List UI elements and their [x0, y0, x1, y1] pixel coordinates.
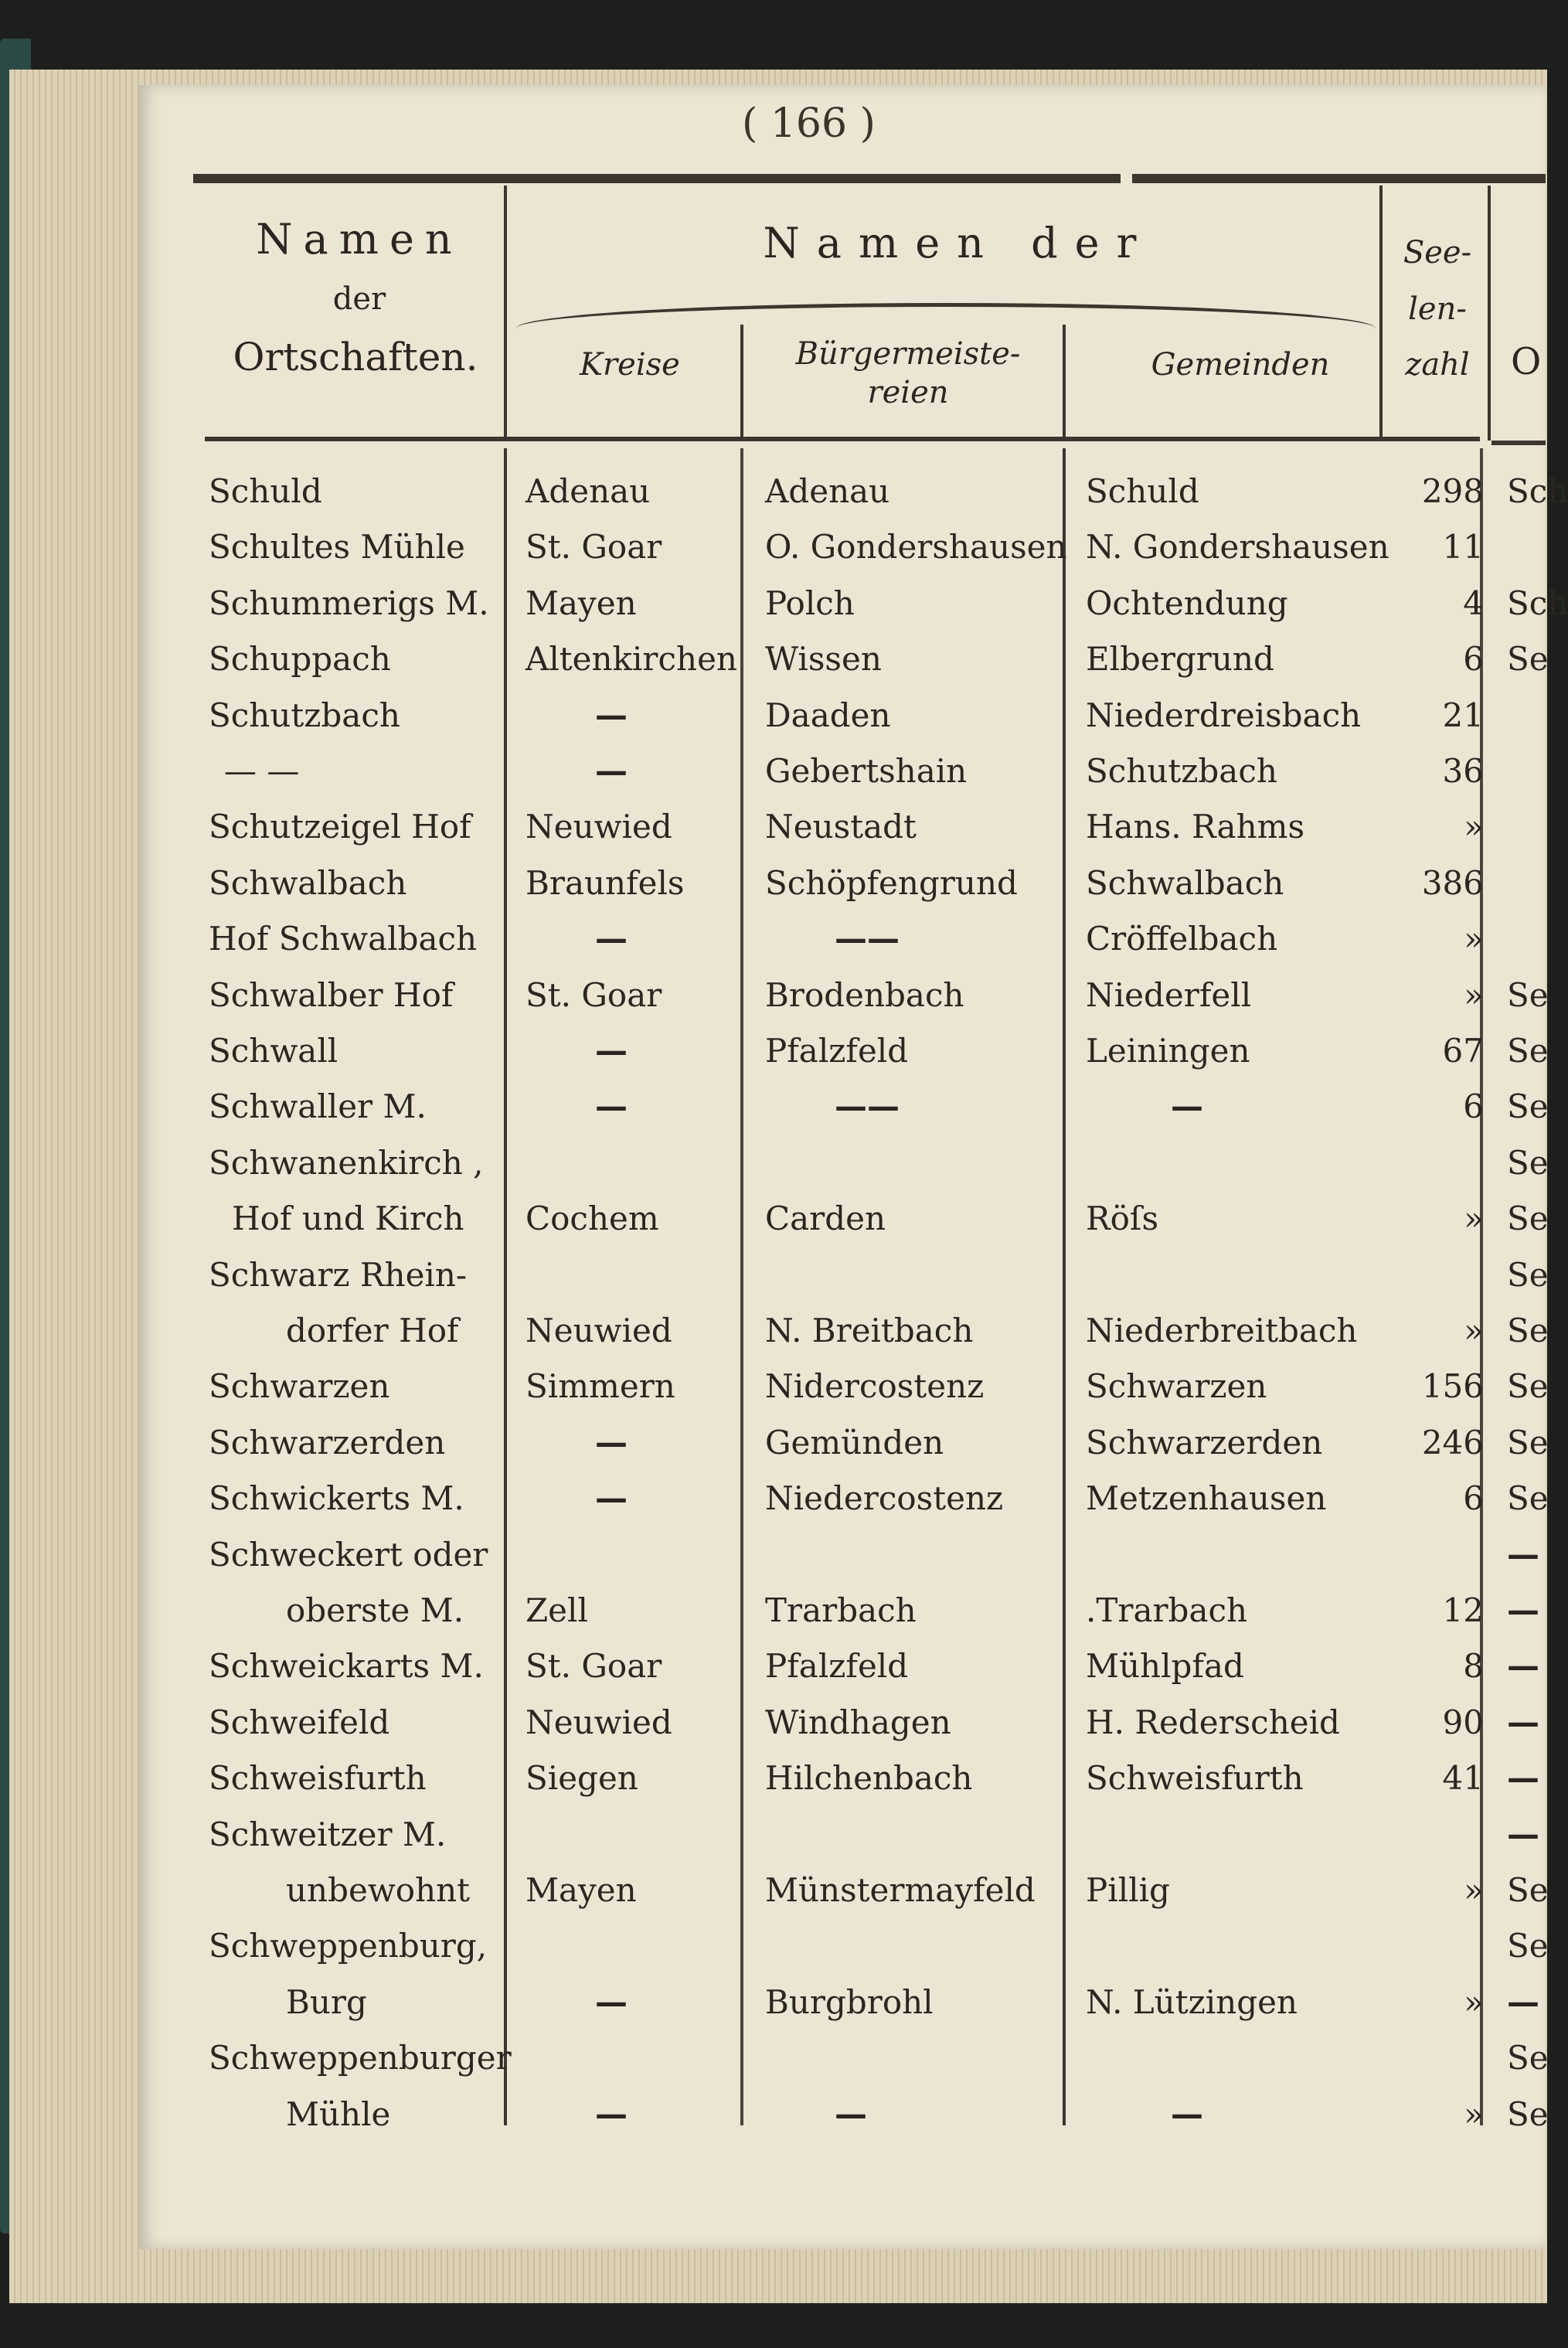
table-row — [0, 688, 1546, 744]
gemeinde-cell: Schuld — [1086, 472, 1199, 510]
kreis-cell: Braunfels — [526, 863, 685, 902]
header-col1-line1: Namen — [256, 215, 463, 264]
seelenzahl-cell: 41 — [1442, 1759, 1484, 1798]
gemeinde-cell: Metzenhausen — [1086, 1479, 1327, 1518]
kreis-cell: Neuwied — [526, 1312, 672, 1349]
buergermeisterei-cell: Gemünden — [765, 1423, 944, 1462]
buergermeisterei-cell: Adenau — [765, 472, 890, 510]
buergermeisterei-cell: Brodenbach — [765, 975, 964, 1014]
buergermeisterei-cell: Gebertshain — [765, 752, 968, 790]
seelenzahl-cell: 21 — [1442, 696, 1484, 734]
next-page-cell: — — [1507, 1591, 1539, 1629]
header-bottom-rule-right — [1491, 441, 1546, 445]
table-row — [0, 968, 1549, 1023]
gemeinde-cell: Pillig — [1086, 1871, 1170, 1909]
ortschaft-cell: Hof Schwalbach — [209, 920, 478, 958]
header-buerg-line1: Bürgermeiste- — [795, 336, 1021, 372]
gemeinde-cell: Hans. Rahms — [1086, 808, 1305, 846]
buergermeisterei-cell: Pfalzfeld — [765, 1032, 909, 1070]
header-zahl-line2: len- — [1408, 291, 1467, 327]
table-row — [0, 1807, 1546, 1863]
table-row — [0, 1247, 1549, 1303]
table-row — [0, 911, 1546, 967]
table-row — [0, 799, 1546, 855]
seelenzahl-cell: » — [1464, 2094, 1484, 2133]
next-page-cell: Se — [1507, 1871, 1549, 1909]
seelenzahl-cell: » — [1464, 920, 1484, 958]
buergermeisterei-cell: Carden — [765, 1200, 886, 1238]
gemeinde-cell: Ochtendung — [1086, 584, 1288, 622]
next-page-cell: Se — [1507, 975, 1549, 1014]
kreis-cell: Zell — [526, 1591, 588, 1629]
kreis-cell: Neuwied — [526, 808, 672, 846]
next-page-cell: Sch — [1507, 584, 1568, 622]
next-page-cell: Se — [1507, 1367, 1549, 1406]
kreis-cell: — — [595, 920, 628, 958]
top-rule-left — [193, 174, 1121, 183]
vline-header-5 — [1488, 185, 1491, 441]
buergermeisterei-cell: Niedercostenz — [765, 1479, 1004, 1518]
next-page-cell: Se — [1507, 2094, 1549, 2133]
ortschaft-cell: Schutzeigel Hof — [209, 808, 471, 846]
table-row — [0, 576, 1568, 631]
ortschaft-cell: Schwanenkirch , — [209, 1143, 484, 1182]
kreis-cell: — — [595, 1032, 628, 1070]
kreis-cell: Neuwied — [526, 1703, 672, 1741]
ortschaft-cell: — — — [224, 752, 300, 790]
buergermeisterei-cell: Windhagen — [765, 1703, 951, 1741]
gemeinde-cell: Schwarzerden — [1086, 1423, 1323, 1462]
seelenzahl-cell: » — [1464, 975, 1484, 1014]
seelenzahl-cell: 4 — [1463, 584, 1484, 622]
header-zahl-line1: See- — [1403, 235, 1472, 271]
ortschaft-cell: dorfer Hof — [286, 1312, 459, 1349]
header-col1-line3: Ortschaften. — [233, 335, 478, 379]
table-row — [0, 1023, 1549, 1079]
table-row — [0, 1751, 1546, 1806]
ortschaft-cell: unbewohnt — [286, 1871, 471, 1909]
gemeinde-cell: N. Gondershausen — [1086, 528, 1389, 567]
vline-header-3 — [1063, 325, 1066, 441]
vline-header-4 — [1379, 185, 1383, 441]
header-gemeinden: Gemeinden — [1151, 347, 1330, 383]
next-page-cell: Se — [1507, 1927, 1549, 1965]
ortschaft-cell: Schweitzer M. — [209, 1815, 447, 1853]
table-row — [0, 2087, 1549, 2142]
table-row — [0, 1695, 1546, 1751]
buergermeisterei-cell: Pfalzfeld — [765, 1647, 909, 1686]
table-row — [0, 1975, 1546, 2030]
vline-header-1 — [504, 185, 507, 441]
kreis-cell: Adenau — [526, 472, 651, 510]
seelenzahl-cell: 67 — [1442, 1032, 1484, 1070]
next-page-cell: Se — [1507, 1143, 1549, 1182]
seelenzahl-cell: 12 — [1442, 1591, 1484, 1629]
kreis-cell: — — [595, 1982, 628, 2021]
header-buerg-line2: reien — [867, 375, 949, 410]
kreis-cell: Siegen — [526, 1759, 638, 1798]
seelenzahl-cell: 156 — [1421, 1367, 1484, 1406]
next-page-cell: Se — [1507, 2039, 1549, 2077]
table-row — [0, 856, 1546, 911]
gemeinde-cell: Elbergrund — [1086, 640, 1274, 679]
gemeinde-cell: Niederfell — [1086, 975, 1252, 1014]
table-row — [0, 631, 1549, 687]
ortschaft-cell: Schweppenburger — [209, 2039, 512, 2077]
table-row — [0, 1303, 1549, 1359]
table-row — [0, 464, 1568, 519]
gemeinde-cell: Niederdreisbach — [1086, 696, 1362, 734]
header-kreise: Kreise — [580, 347, 680, 383]
ortschaft-cell: oberste M. — [286, 1591, 464, 1629]
seelenzahl-cell: » — [1464, 1200, 1484, 1238]
ortschaft-cell: Hof und Kirch — [232, 1200, 464, 1238]
ortschaft-cell: Schwickerts M. — [209, 1479, 464, 1518]
next-page-cell: Se — [1507, 1087, 1549, 1126]
ortschaft-cell: Schwarz Rhein- — [209, 1255, 468, 1294]
ortschaft-cell: Schuld — [209, 472, 322, 510]
seelenzahl-cell: » — [1464, 1312, 1484, 1349]
next-page-cell: — — [1507, 1535, 1539, 1574]
table-row — [0, 1918, 1549, 1974]
buergermeisterei-cell: Daaden — [765, 696, 891, 734]
buergermeisterei-cell: Neustadt — [765, 808, 917, 846]
buergermeisterei-cell: —— — [835, 1087, 900, 1126]
gemeinde-cell: Schutzbach — [1086, 752, 1277, 790]
gemeinde-cell: Schwarzen — [1086, 1367, 1267, 1406]
table-row — [0, 1415, 1549, 1471]
seelenzahl-cell: » — [1464, 808, 1484, 846]
ortschaft-cell: Schultes Mühle — [209, 528, 465, 567]
table-row — [0, 1359, 1549, 1414]
buergermeisterei-cell: Wissen — [765, 640, 882, 679]
gemeinde-cell: H. Rederscheid — [1086, 1703, 1340, 1741]
kreis-cell: — — [595, 752, 628, 790]
seelenzahl-cell: » — [1464, 1871, 1484, 1909]
next-page-cell: Se — [1507, 640, 1549, 679]
seelenzahl-cell: » — [1464, 1982, 1484, 2021]
seelenzahl-cell: 6 — [1463, 640, 1484, 679]
gemeinde-cell: Mühlpfad — [1086, 1647, 1244, 1686]
buergermeisterei-cell: Schöpfengrund — [765, 863, 1018, 902]
header-group-title: Namen der — [763, 219, 1154, 267]
buergermeisterei-cell: O. Gondershausen — [765, 528, 1067, 567]
kreis-cell: St. Goar — [526, 528, 662, 567]
ortschaft-cell: Mühle — [286, 2094, 391, 2133]
kreis-cell: Mayen — [526, 584, 637, 622]
seelenzahl-cell: 6 — [1463, 1479, 1484, 1518]
seelenzahl-cell: 386 — [1421, 863, 1484, 902]
gemeinde-cell: Cröffelbach — [1086, 920, 1278, 958]
kreis-cell: St. Goar — [526, 975, 662, 1014]
header-bottom-rule — [205, 437, 1480, 441]
gemeinde-cell: — — [1171, 1087, 1203, 1126]
buergermeisterei-cell: — — [835, 2094, 867, 2133]
buergermeisterei-cell: Münstermayfeld — [765, 1871, 1036, 1909]
kreis-cell: — — [595, 1087, 628, 1126]
ortschaft-cell: Schuppach — [209, 640, 391, 679]
buergermeisterei-cell: Hilchenbach — [765, 1759, 973, 1798]
kreis-cell: — — [595, 2094, 628, 2133]
next-page-cell: Se — [1507, 1032, 1549, 1070]
kreis-cell: St. Goar — [526, 1647, 662, 1686]
kreis-cell: — — [595, 1479, 628, 1518]
table-row — [0, 519, 1546, 575]
next-page-cell: Se — [1507, 1255, 1549, 1294]
buergermeisterei-cell: —— — [835, 920, 900, 958]
seelenzahl-cell: 6 — [1463, 1087, 1484, 1126]
next-page-cell: — — [1507, 1982, 1539, 2021]
gemeinde-cell: Schweisfurth — [1086, 1759, 1304, 1798]
next-page-cell: Se — [1507, 1423, 1549, 1462]
next-page-cell: — — [1507, 1647, 1539, 1686]
seelenzahl-cell: 90 — [1442, 1703, 1484, 1741]
table-row — [0, 1527, 1546, 1583]
ortschaft-cell: Schwalbach — [209, 863, 407, 902]
ortschaft-cell: Schwarzerden — [209, 1423, 446, 1462]
table-row — [0, 2030, 1549, 2086]
table-row — [0, 1863, 1549, 1918]
buergermeisterei-cell: Polch — [765, 584, 855, 622]
top-rule-right — [1132, 174, 1546, 183]
next-page-cell: — — [1507, 1759, 1539, 1798]
kreis-cell: Simmern — [526, 1367, 675, 1406]
gemeinde-cell: Niederbreitbach — [1086, 1312, 1358, 1349]
kreis-cell: Mayen — [526, 1871, 637, 1909]
ortschaft-cell: Burg — [286, 1982, 367, 2021]
ortschaft-cell: Schwarzen — [209, 1367, 390, 1406]
kreis-cell: — — [595, 696, 628, 734]
ortschaft-cell: Schwall — [209, 1032, 338, 1070]
ortschaft-cell: Schummerigs M. — [209, 584, 489, 622]
kreis-cell: — — [595, 1423, 628, 1462]
table-row — [0, 1135, 1549, 1191]
kreis-cell: Altenkirchen — [526, 640, 737, 679]
ortschaft-cell: Schweickarts M. — [209, 1647, 484, 1686]
seelenzahl-cell: 298 — [1421, 472, 1484, 510]
seelenzahl-cell: 246 — [1421, 1423, 1484, 1462]
seelenzahl-cell: 8 — [1463, 1647, 1484, 1686]
next-page-cell: — — [1507, 1815, 1539, 1853]
gemeinde-cell: N. Lützingen — [1086, 1982, 1298, 2021]
gemeinde-cell: .Trarbach — [1086, 1591, 1248, 1629]
ortschaft-cell: Schwaller M. — [209, 1087, 427, 1126]
page-number: ( 166 ) — [742, 100, 876, 147]
table-row — [0, 1471, 1549, 1526]
ortschaft-cell: Schweckert oder — [209, 1535, 488, 1574]
table-row — [0, 1191, 1549, 1247]
next-page-cell: Sch — [1507, 472, 1568, 510]
gemeinde-cell: Röſs — [1086, 1200, 1159, 1238]
vline-header-2 — [740, 325, 743, 441]
next-page-cell: — — [1507, 1703, 1539, 1741]
kreis-cell: Cochem — [526, 1200, 659, 1238]
ortschaft-cell: Schweifeld — [209, 1703, 390, 1741]
next-page-header: O — [1511, 340, 1542, 383]
ortschaft-cell: Schwalber Hof — [209, 975, 454, 1014]
header-col1-line2: der — [332, 281, 386, 317]
table-row — [0, 1079, 1549, 1135]
next-page-cell: Se — [1507, 1312, 1549, 1349]
table-row — [0, 1583, 1546, 1638]
buergermeisterei-cell: Burgbrohl — [765, 1982, 934, 2021]
ortschaft-cell: Schutzbach — [209, 696, 400, 734]
table-row — [0, 744, 1546, 799]
gemeinde-cell: Schwalbach — [1086, 863, 1284, 902]
seelenzahl-cell: 36 — [1442, 752, 1484, 790]
header-zahl-line3: zahl — [1405, 347, 1470, 383]
next-page-cell: Se — [1507, 1479, 1549, 1518]
buergermeisterei-cell: Nidercostenz — [765, 1367, 985, 1406]
table-row — [0, 1638, 1546, 1694]
ortschaft-cell: Schweppenburg, — [209, 1927, 488, 1965]
ortschaft-cell: Schweisfurth — [209, 1759, 427, 1798]
next-page-cell: Se — [1507, 1200, 1549, 1238]
seelenzahl-cell: 11 — [1442, 528, 1484, 567]
buergermeisterei-cell: N. Breitbach — [765, 1312, 974, 1349]
gemeinde-cell: Leiningen — [1086, 1032, 1250, 1070]
buergermeisterei-cell: Trarbach — [765, 1591, 917, 1629]
gemeinde-cell: — — [1171, 2094, 1203, 2133]
